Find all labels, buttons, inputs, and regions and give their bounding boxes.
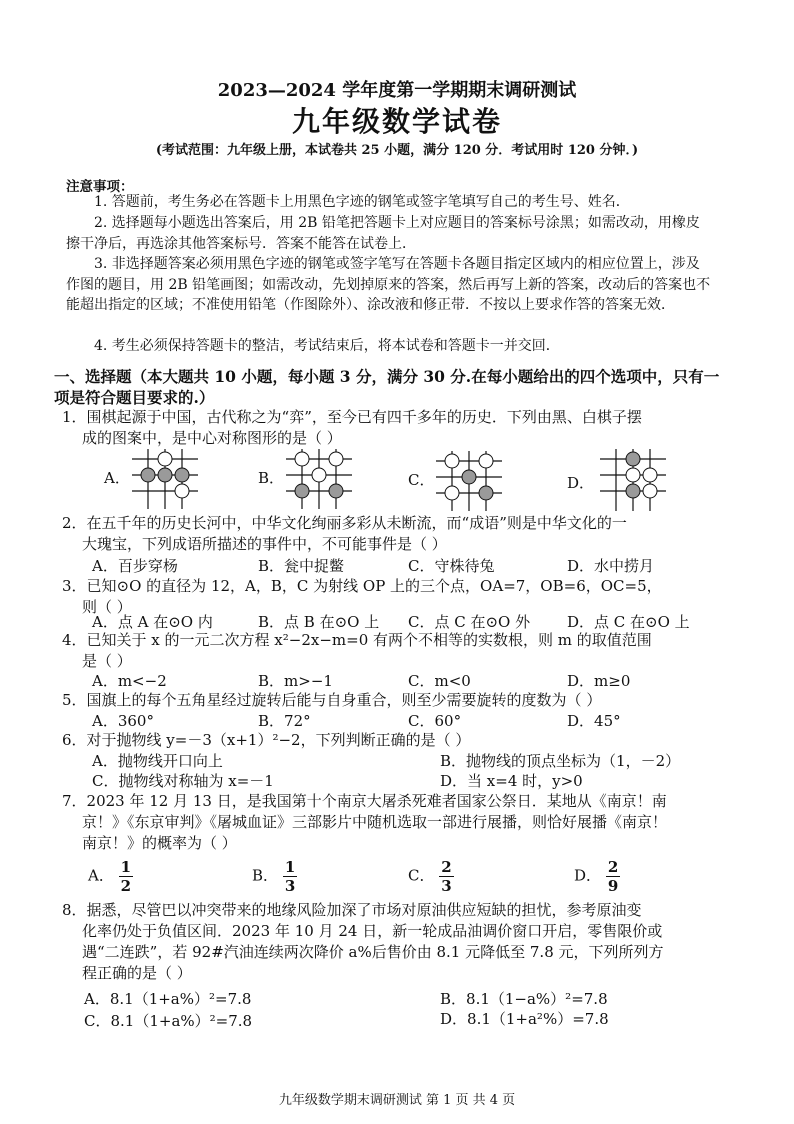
q7-option-b-fraction: $\frac{1}{3}$: [284, 858, 296, 895]
q2-option-a: A．百步穿杨: [92, 557, 178, 575]
q4-option-b: B．m>−1: [258, 672, 333, 690]
question-3-cont: 则（ ）: [82, 598, 132, 616]
question-8-cont2: 遇“二连跌”，若 92#汽油连续两次降价 a%后售价由 8.1 元降低至 7.8 元，下列所列方: [82, 943, 664, 961]
page-title: 九年级数学试卷: [291, 105, 502, 138]
q7-option-a-fraction: $\frac{1}{2}$: [120, 858, 132, 895]
q1-option-d-label: D．: [567, 474, 595, 492]
q7-option-c-label: C．: [408, 866, 435, 885]
q6-option-a: A．抛物线开口向上: [92, 752, 223, 770]
q3-option-d: D．点 C 在⊙O 上: [567, 613, 690, 631]
notes-heading: 注意事项：: [66, 179, 134, 195]
question-7-cont1: 京！》《东京审判》《屠城血证》三部影片中随机选取一部进行展播，则恰好展播《南京！: [82, 813, 668, 831]
q6-option-d: D．当 x=4 时，y>0: [440, 772, 583, 790]
q2-option-c: C．守株待兔: [408, 557, 495, 575]
question-1-text: 1．围棋起源于中国，古代称之为“弈”，至今已有四千多年的历史．下列由黑、白棋子摆: [62, 408, 642, 426]
question-2-text: 2．在五千年的历史长河中，中华文化绚丽多彩从未断流，而“成语”则是中华文化的一: [62, 514, 627, 532]
q7-option-b-label: B．: [252, 866, 279, 885]
q8-option-c: C．8.1（1+a%）²=7.8: [84, 1012, 253, 1030]
exam-year-line: 2023—2024 学年度第一学期期末调研测试: [217, 80, 577, 101]
q3-option-a: A．点 A 在⊙O 内: [92, 613, 213, 631]
q7-option-c: [408, 858, 454, 895]
exam-scope: (考试范围：九年级上册，本试卷共 25 小题，满分 120 分．考试用时 120 分钟．): [155, 143, 639, 158]
question-1: [62, 407, 742, 449]
note-4: 4. 考生必须保持答题卡的整洁，考试结束后，将本试卷和答题卡一并交回．: [94, 338, 560, 354]
question-4-cont: 是（ ）: [82, 652, 132, 670]
question-8-cont1: 化率仍处于负值区间．2023 年 10 月 24 日，新一轮成品油调价窗口开启，零售限价或: [82, 922, 663, 940]
q5-option-d: D．45°: [567, 712, 621, 730]
q6-option-c: C．抛物线对称轴为 x=－1: [92, 772, 274, 790]
q7-option-a: [88, 858, 133, 895]
note-2: 2. 选择题每小题选出答案后，用 2B 铅笔把答题卡上对应题目的答案标号涂黑；如需改动，用橡皮擦干净后，再选涂其他答案标号．答案不能答在试卷上．: [66, 215, 700, 252]
question-7-text: 7．2023 年 12 月 13 日，是我国第十个南京大屠杀死难者国家公祭日．某地从《南京！南: [62, 792, 667, 810]
q5-option-c: C．60°: [408, 712, 462, 730]
q7-option-d-fraction: $\frac{2}{9}$: [607, 858, 619, 895]
question-5: [62, 690, 742, 711]
question-2: [62, 513, 742, 555]
q7-option-c-fraction: $\frac{2}{3}$: [441, 858, 452, 895]
q4-option-a: A．m<−2: [92, 672, 167, 690]
note-1: 1. 答题前，考生务必在答题卡上用黑色字迹的钢笔或签字笔填写自己的考生号、姓名．: [94, 194, 630, 210]
question-4-text: 4．已知关于 x 的一元二次方程 x²−2x−m=0 有两个不相等的实数根，则 m 的取值范围: [62, 631, 652, 649]
q2-option-d: D．水中捞月: [567, 557, 655, 575]
q3-option-c: C．点 C 在⊙O 外: [408, 613, 531, 631]
q8-option-b: B．8.1（1−a%）²=7.8: [440, 990, 608, 1008]
question-6: [62, 730, 742, 751]
q1-option-a-label: A．: [104, 469, 130, 487]
question-1-cont: 成的图案中，是中心对称图形的是（ ）: [82, 429, 342, 447]
section-heading: 一、选择题（本大题共 10 小题，每小题 3 分，满分 30 分.在每小题给出的四个选项中，只有一项是符合题目要求的.）: [54, 367, 720, 407]
page-footer: 九年级数学期末调研测试 第 1 页 共 4 页: [278, 1093, 516, 1108]
go-pattern-d: [596, 447, 668, 513]
question-7-cont2: 南京！》的概率为（ ）: [82, 834, 237, 852]
q6-option-b: B．抛物线的顶点坐标为（1，－2）: [440, 752, 681, 770]
question-7: [62, 791, 742, 854]
question-8-text: 8．据悉，尽管巴以冲突带来的地缘风险加深了市场对原油供应短缺的担忧，参考原油变: [62, 901, 642, 919]
q5-option-b: B．72°: [258, 712, 311, 730]
question-8: [62, 900, 742, 984]
q7-option-b: [252, 858, 297, 895]
q8-option-a: A．8.1（1+a%）²=7.8: [84, 990, 252, 1008]
question-8-cont3: 程正确的是（ ）: [82, 964, 192, 982]
go-pattern-c: [432, 449, 504, 513]
q8-option-d: D．8.1（1+a²%）=7.8: [440, 1010, 609, 1028]
question-2-cont: 大瑰宝，下列成语所描述的事件中，不可能事件是（ ）: [82, 535, 447, 553]
q1-option-b-label: B．: [258, 469, 285, 487]
question-6-text: 6．对于抛物线 y=－3（x+1）²−2，下列判断正确的是（ ）: [62, 731, 471, 749]
q2-option-b: B．瓮中捉鳖: [258, 557, 345, 575]
note-3: 3. 非选择题答案必须用黑色字迹的钢笔或签字笔写在答题卡各题目指定区域内的相应位置上，涉及作图的题目，用 2B 铅笔画图；如需改动，先划掉原来的答案，然后再写上新的答案，改动后的答案也不能超出指定的区域；不准使用铅笔（作图除外）、涂改液和修正带．不按以上要求作答的答案无效．: [66, 256, 711, 313]
q4-option-c: C．m<0: [408, 672, 471, 690]
q5-option-a: A．360°: [92, 712, 154, 730]
q3-option-b: B．点 B 在⊙O 上: [258, 613, 380, 631]
q7-option-d: [574, 858, 620, 895]
q4-option-d: D．m≥0: [567, 672, 631, 690]
question-3-text: 3．已知⊙O 的直径为 12，A，B，C 为射线 OP 上的三个点，OA=7，OB=6，OC=5，: [62, 577, 662, 595]
q7-option-d-label: D．: [574, 866, 602, 885]
question-4: [62, 630, 742, 672]
question-5-text: 5．国旗上的每个五角星经过旋转后能与自身重合，则至少需要旋转的度数为（ ）: [62, 691, 602, 709]
go-pattern-b: [282, 447, 354, 511]
q1-option-c-label: C．: [408, 471, 435, 489]
q7-option-a-label: A．: [88, 866, 114, 885]
go-pattern-a: [128, 447, 200, 511]
